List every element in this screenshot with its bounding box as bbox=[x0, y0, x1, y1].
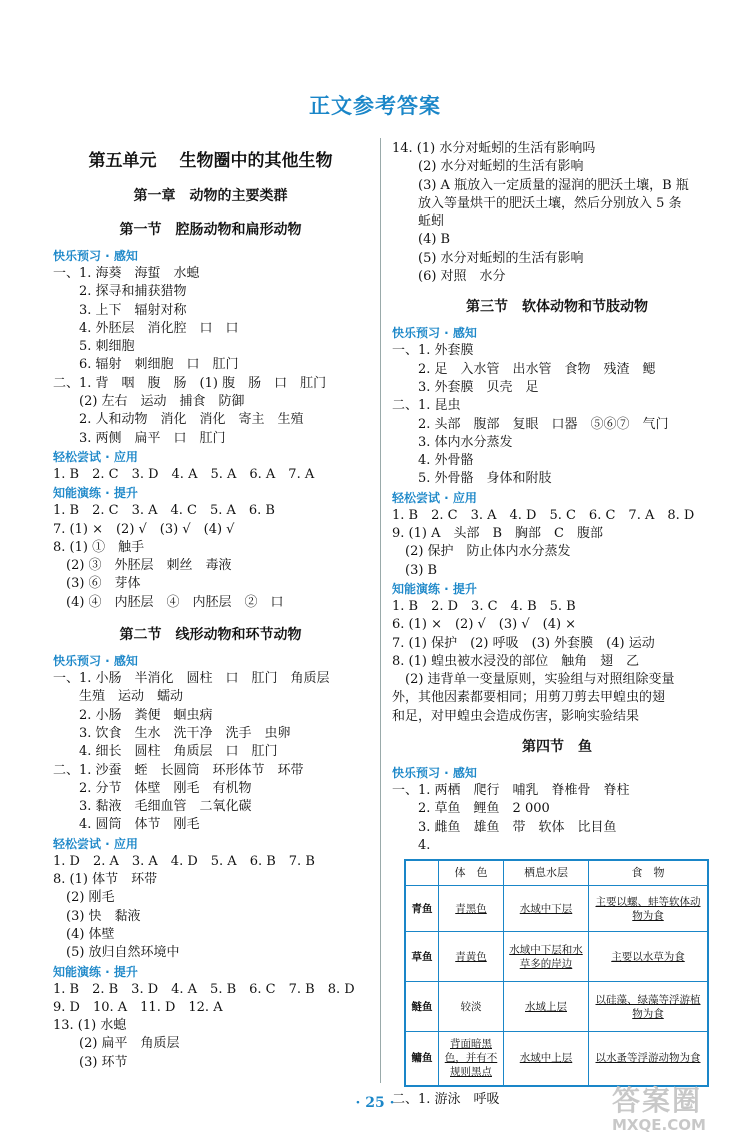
part-label: 轻松尝试 · 应用 bbox=[392, 490, 477, 505]
answer-line: 4. bbox=[418, 837, 431, 853]
answer-line: 外，其他因素都要相同；用剪刀剪去甲蝗虫的翅 bbox=[392, 690, 666, 706]
answer-line: 2. 分节 体壁 刚毛 有机物 bbox=[79, 780, 252, 796]
part-label: 轻松尝试 · 应用 bbox=[53, 449, 138, 464]
watermark-logo: 答案圈 bbox=[612, 1084, 703, 1117]
section-heading: 第三节 软体动物和节肢动物 bbox=[466, 299, 648, 316]
answer-line: 1. B 2. C 3. D 4. A 5. A 6. A 7. A bbox=[53, 466, 315, 482]
table-header-cell: 栖息水层 bbox=[504, 860, 589, 886]
answer-line: (2) 水分对蚯蚓的生活有影响 bbox=[418, 159, 584, 175]
fish-name: 鲢鱼 bbox=[405, 982, 439, 1032]
answer-line: (4) 体壁 bbox=[66, 926, 115, 942]
answer-line: (3) 环节 bbox=[79, 1054, 128, 1070]
column-divider bbox=[380, 138, 381, 1083]
answer-line: (5) 水分对蚯蚓的生活有影响 bbox=[418, 250, 584, 266]
table-row bbox=[405, 982, 708, 1032]
answer-line: 2. 草鱼 鲤鱼 2 000 bbox=[418, 801, 550, 817]
watermark bbox=[612, 1085, 737, 1137]
fish-name: 鳙鱼 bbox=[405, 1032, 439, 1086]
answer-line: 1. B 2. D 3. C 4. B 5. B bbox=[392, 598, 576, 614]
table-cell: 水域上层 bbox=[504, 982, 589, 1032]
left-column bbox=[53, 140, 368, 1072]
part-label: 快乐预习 · 感知 bbox=[53, 249, 138, 263]
part-label: 快乐预习 · 感知 bbox=[53, 654, 138, 669]
section-heading: 第一节 腔肠动物和扁形动物 bbox=[119, 222, 302, 238]
table-row bbox=[405, 932, 708, 982]
answer-line: 蚯蚓 bbox=[418, 214, 445, 230]
answer-line: 4. 外胚层 消化腔 口 口 bbox=[79, 320, 239, 336]
chapter-heading: 第一章 动物的主要类群 bbox=[133, 188, 288, 204]
table-cell: 水域中下层和水草多的岸边 bbox=[504, 932, 589, 982]
table-header-row bbox=[405, 860, 708, 886]
answer-line: 和足，对甲蝗虫会造成伤害，影响实验结果 bbox=[392, 708, 640, 724]
table-row bbox=[405, 886, 708, 932]
answer-line: 8. (1) 蝗虫被水浸没的部位 触角 翅 乙 bbox=[392, 653, 640, 669]
answer-line: 9. (1) A 头部 B 胸部 C 腹部 bbox=[392, 526, 603, 542]
answer-line: 5. 刺细胞 bbox=[79, 339, 135, 355]
part-label: 快乐预习 · 感知 bbox=[392, 326, 477, 341]
answer-line: (3) 快 黏液 bbox=[66, 908, 141, 924]
answer-line: 3. 饮食 生水 洗干净 洗手 虫卵 bbox=[79, 725, 291, 741]
part-label: 轻松尝试 · 应用 bbox=[53, 836, 138, 851]
table-cell: 主要以螺、蚌等软体动物为食 bbox=[589, 886, 709, 932]
section-heading: 第二节 线形动物和环节动物 bbox=[119, 627, 302, 644]
answer-line: (5) 放归自然环境中 bbox=[66, 945, 180, 961]
part-label: 快乐预习 · 感知 bbox=[392, 766, 477, 781]
answer-line: (3) ⑥ 芽体 bbox=[66, 576, 141, 592]
answer-line: (6) 对照 水分 bbox=[418, 269, 506, 285]
answer-line: 生殖 运动 蠕动 bbox=[79, 689, 184, 705]
answer-line: 二、1. 背 咽 腹 肠 (1) 腹 肠 口 肛门 bbox=[53, 375, 327, 391]
answer-line: 2. 探寻和捕获猎物 bbox=[79, 284, 187, 300]
answer-line: 1. B 2. C 3. A 4. D 5. C 6. C 7. A 8. D bbox=[392, 507, 695, 523]
section-heading: 第四节 鱼 bbox=[522, 739, 592, 756]
fish-comparison-table bbox=[404, 859, 709, 1087]
table-cell: 背面暗黑色，并有不规则黑点 bbox=[439, 1032, 504, 1086]
answer-line: 3. 上下 辐射对称 bbox=[79, 302, 187, 318]
table-cell: 以硅藻、绿藻等浮游植物为食 bbox=[589, 982, 709, 1032]
answer-line: 二、1. 游泳 呼吸 bbox=[392, 1091, 500, 1107]
answer-line: 3. 黏液 毛细血管 二氧化碳 bbox=[79, 799, 252, 815]
part-label: 知能演练 · 提升 bbox=[53, 964, 138, 979]
table-cell: 主要以水草为食 bbox=[589, 932, 709, 982]
answer-line: 5. 外骨骼 身体和附肢 bbox=[418, 471, 552, 487]
answer-line: 14. (1) 水分对蚯蚓的生活有影响吗 bbox=[392, 141, 596, 156]
table-cell: 水域中下层 bbox=[504, 886, 589, 932]
answer-line: 3. 两侧 扁平 口 肛门 bbox=[79, 430, 226, 446]
answer-line: 3. 体内水分蒸发 bbox=[418, 434, 513, 450]
answer-line: (2) 刚毛 bbox=[66, 890, 115, 906]
table-header-cell: 食 物 bbox=[589, 860, 709, 886]
part-label: 知能演练 · 提升 bbox=[53, 486, 138, 501]
unit-heading: 第五单元 生物圈中的其他生物 bbox=[88, 151, 333, 171]
page-number: · 25 · bbox=[355, 1095, 395, 1111]
page-title: 正文参考答案 bbox=[309, 94, 441, 118]
answer-line: 4. 圆筒 体节 刚毛 bbox=[79, 817, 200, 833]
answer-line: 6. (1) × (2) √ (3) √ (4) × bbox=[392, 617, 577, 633]
answer-line: 一、1. 两栖 爬行 哺乳 脊椎骨 脊柱 bbox=[392, 783, 630, 799]
table-cell: 以水蚤等浮游动物为食 bbox=[589, 1032, 709, 1086]
answer-line: (3) A 瓶放入一定质量的湿润的肥沃土壤，B 瓶 bbox=[418, 177, 689, 193]
fish-name: 草鱼 bbox=[405, 932, 439, 982]
answer-line: (4) ④ 内胚层 ④ 内胚层 ② 口 bbox=[66, 594, 284, 610]
answer-line: 1. B 2. B 3. D 4. A 5. B 6. C 7. B 8. D bbox=[53, 981, 355, 997]
answer-line: (2) 扁平 角质层 bbox=[79, 1036, 180, 1052]
part-label: 知能演练 · 提升 bbox=[392, 581, 477, 596]
answer-line: (2) 保护 防止体内水分蒸发 bbox=[405, 544, 571, 560]
table-header-cell: 体 色 bbox=[439, 860, 504, 886]
table-row bbox=[405, 1032, 708, 1086]
answer-line: 2. 足 入水管 出水管 食物 残渣 鳃 bbox=[418, 361, 656, 377]
fish-name: 青鱼 bbox=[405, 886, 439, 932]
answer-line: 1. D 2. A 3. A 4. D 5. A 6. B 7. B bbox=[53, 853, 315, 869]
answer-line: 7. (1) × (2) √ (3) √ (4) √ bbox=[53, 521, 235, 537]
answer-line: 7. (1) 保护 (2) 呼吸 (3) 外套膜 (4) 运动 bbox=[392, 635, 655, 651]
answer-line: (2) 左右 运动 捕食 防御 bbox=[79, 394, 245, 410]
answer-line: (2) ③ 外胚层 刺丝 毒液 bbox=[66, 558, 232, 574]
table-cell: 水域中上层 bbox=[504, 1032, 589, 1086]
answer-line: 8. (1) 体节 环带 bbox=[53, 872, 158, 888]
answer-line: 2. 人和动物 消化 消化 寄主 生殖 bbox=[79, 412, 304, 428]
answer-line: 二、1. 昆虫 bbox=[392, 398, 461, 414]
table-cell: 青黑色 bbox=[439, 886, 504, 932]
table-cell: 青黄色 bbox=[439, 932, 504, 982]
answer-line: 3. 外套膜 贝壳 足 bbox=[418, 379, 539, 395]
right-column bbox=[392, 140, 722, 1109]
answer-line: 3. 雌鱼 雄鱼 带 软体 比目鱼 bbox=[418, 819, 617, 835]
watermark-url: MXQE.COM bbox=[612, 1116, 706, 1134]
answer-line: 9. D 10. A 11. D 12. A bbox=[53, 999, 223, 1015]
answer-line: 2. 头部 腹部 复眼 口器 ⑤⑥⑦ 气门 bbox=[418, 416, 669, 432]
answer-line: (3) B bbox=[405, 562, 438, 578]
answer-line: 13. (1) 水螅 bbox=[53, 1018, 127, 1034]
table-header-cell bbox=[405, 860, 439, 886]
answer-line: (4) B bbox=[418, 232, 451, 248]
answer-line: 放入等量烘干的肥沃土壤，然后分别放入 5 条 bbox=[418, 195, 682, 211]
answer-line: 1. B 2. C 3. A 4. C 5. A 6. B bbox=[53, 503, 275, 519]
answer-line: 4. 外骨骼 bbox=[418, 453, 474, 469]
answer-line: 4. 细长 圆柱 角质层 口 肛门 bbox=[79, 744, 278, 760]
table-cell: 较淡 bbox=[439, 982, 504, 1032]
answer-line: 二、1. 沙蚕 蛭 长圆筒 环形体节 环带 bbox=[53, 762, 304, 778]
answer-line: 一、1. 外套膜 bbox=[392, 343, 474, 359]
answer-line: 8. (1) ① 触手 bbox=[53, 539, 145, 555]
answer-line: 2. 小肠 粪便 蛔虫病 bbox=[79, 707, 213, 723]
answer-line: 一、1. 小肠 半消化 圆柱 口 肛门 角质层 bbox=[53, 671, 330, 687]
answer-line: (2) 违背单一变量原则，实验组与对照组除变量 bbox=[405, 672, 675, 688]
answer-line: 6. 辐射 刺细胞 口 肛门 bbox=[79, 357, 239, 373]
answer-line: 一、1. 海葵 海蜇 水螅 bbox=[53, 266, 200, 281]
